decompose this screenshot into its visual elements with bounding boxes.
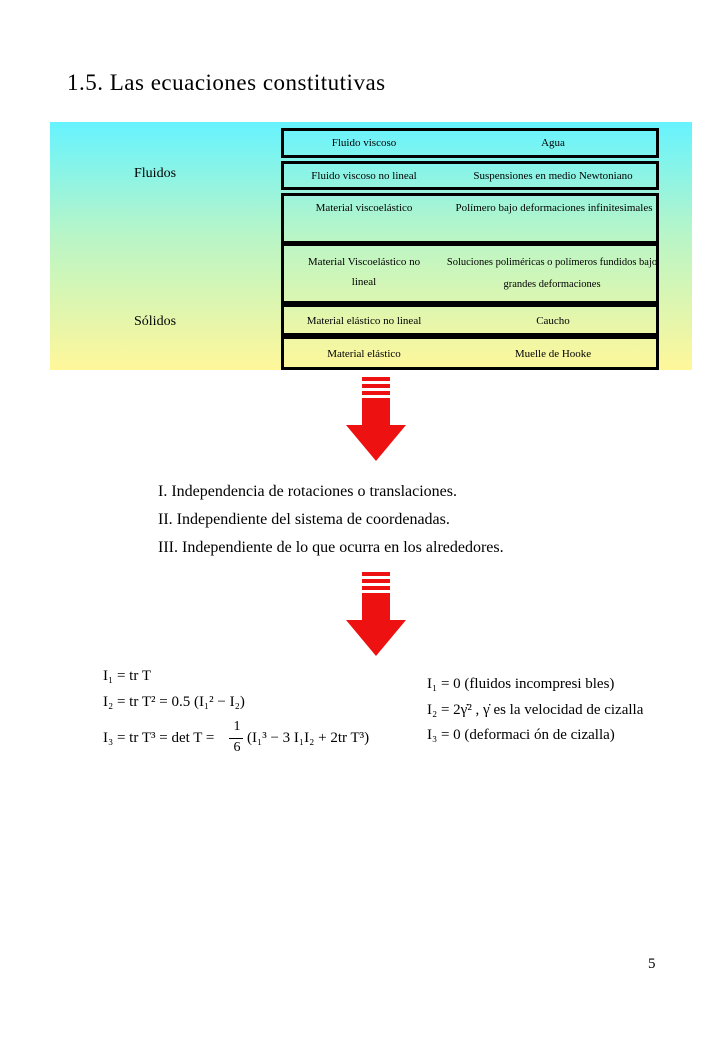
example-cell: Polímero bajo deformaciones infinitesimales <box>455 202 653 214</box>
category-fluidos: Fluidos <box>134 166 177 181</box>
material-cell: Material elástico no lineal <box>306 315 422 327</box>
table-row <box>281 304 659 336</box>
table-row <box>281 243 659 304</box>
fraction-denominator: 6 <box>233 740 241 755</box>
principle-1: I. Independencia de rotaciones o translaciones. <box>158 483 457 500</box>
principle-2: II. Independiente del sistema de coordenadas. <box>158 511 450 528</box>
material-cell: Material elástico <box>327 348 401 360</box>
table-row <box>281 161 659 190</box>
material-cell: Fluido viscoso <box>331 137 397 149</box>
material-cell: Fluido viscoso no lineal <box>311 170 417 182</box>
material-cell: Material viscoelástico <box>315 202 413 214</box>
example-cell: Muelle de Hooke <box>514 348 592 360</box>
principle-3: III. Independiente de lo que ocurra en los alrededores. <box>158 539 504 556</box>
page-title: 1.5. Las ecuaciones constitutivas <box>67 70 386 95</box>
invariant-i3-lhs: I₃ = tr T³ = det T = <box>103 730 215 746</box>
example-cell: Soluciones poliméricas o polímeros fundidos bajo grandes deformaciones <box>446 257 658 290</box>
category-solidos: Sólidos <box>134 314 177 329</box>
example-cell: Caucho <box>536 315 570 327</box>
down-arrow-icon <box>345 375 407 465</box>
fraction-numerator: 1 <box>233 719 241 734</box>
condition-i3: I₃ = 0 (deformaci ón de cizalla) <box>427 727 615 743</box>
condition-i1: I₁ = 0 (fluidos incompresi bles) <box>427 676 615 692</box>
table-row <box>281 193 659 244</box>
invariant-i3-rhs: (I₁³ − 3 I₁I₂ + 2tr T³) <box>247 730 370 746</box>
fraction-bar <box>229 738 243 739</box>
invariant-i2: I₂ = tr T² = 0.5 (I₁² − I₂) <box>103 694 245 710</box>
material-cell: Material Viscoelástico no lineal <box>307 256 421 288</box>
condition-i2: I₂ = 2γ̇² , γ̇ es la velocidad de cizalla <box>427 702 644 718</box>
table-row <box>281 128 659 158</box>
table-row <box>281 336 659 370</box>
page-number: 5 <box>648 956 656 972</box>
down-arrow-icon <box>345 570 407 660</box>
example-cell: Suspensiones en medio Newtoniano <box>473 170 633 182</box>
invariant-i1: I₁ = tr T <box>103 668 151 684</box>
example-cell: Agua <box>541 137 565 149</box>
